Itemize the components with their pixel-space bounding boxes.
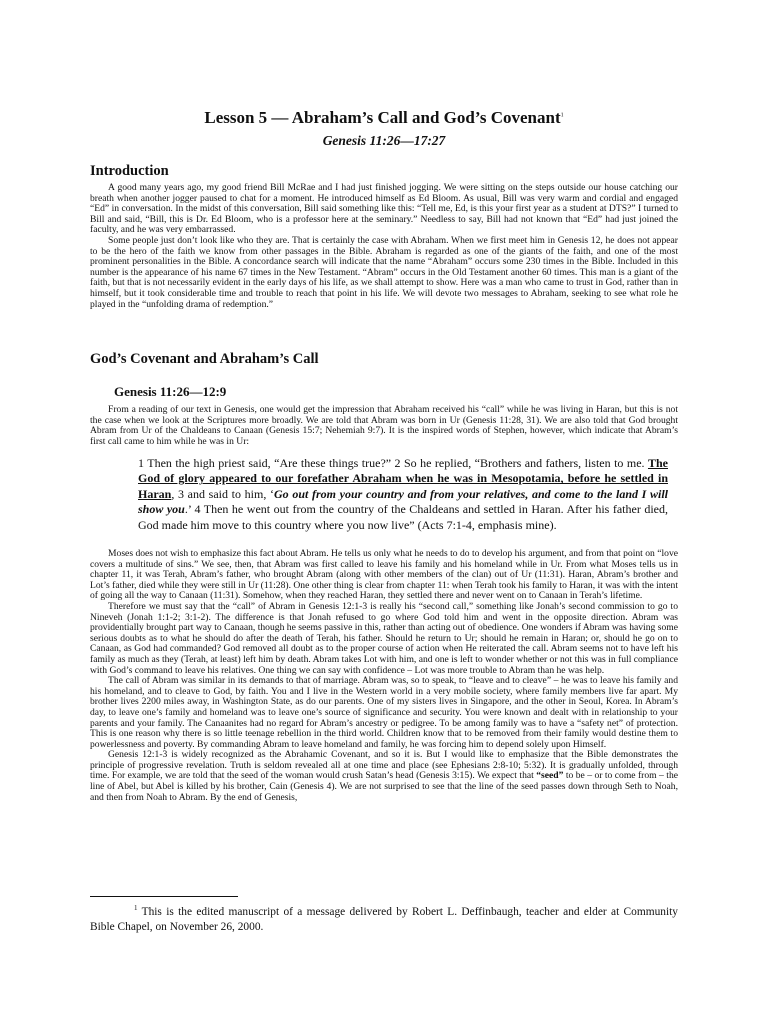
- footnote-paragraph: [90, 901, 678, 935]
- quote-text: 1 Then the high priest said, “Are these things true?” 2 So he replied, “Brothers and fathers, listen to me.: [138, 456, 648, 470]
- paragraph: A good many years ago, my good friend Bill McRae and I had just finished jogging. We were sitting on the steps outside our house catching our breath when another jogger paused to chat for a moment. He introduced himself as Ed Bloom. As usual, Bill was very warm and cordial and engaged “Ed” in conversation. In the midst of this conversation, Bill said something like this: “Tell me, Ed, is this your first year as a student at DTS?” I turned to Bill and said, “Bill, this is Dr. Ed Bloom, who is a professor here at the seminary.” Needless to say, Bill had not known that “Ed” had just joined the faculty, and he was very embarrassed.: [90, 182, 678, 236]
- title-text: Lesson 5 — Abraham’s Call and God’s Covenant: [204, 108, 561, 127]
- scripture-subheading: Genesis 11:26—12:9: [114, 384, 227, 399]
- paragraph: From a reading of our text in Genesis, one would get the impression that Abraham received his “call” while he was living in Haran, but this is not the case when we look at the Scriptures more broadly. We are told that Abram was born in Ur (Genesis 11:28, 31). We are also told that God brought Abram from Ur of the Chaldeans to Canaan (Genesis 15:7; Nehemiah 9:7). It is the inspired words of Stephen, however, which indicate that Abram’s first call came to him while he was in Ur:: [90, 404, 678, 447]
- title-footnote-marker: 1: [560, 112, 564, 119]
- quote-text: , 3 and said to him, ‘: [171, 486, 274, 501]
- quote-emphasis-italic: Go out from your country and from your relatives, and come to the land I will show you: [138, 486, 669, 517]
- paragraph: Moses does not wish to emphasize this fact about Abram. He tells us only what he needs to do to develop his argument, and from that point on “love covers a multitude of sins.” We see, then, that Abram was first called to leave his family and his homeland while in Ur. From what Moses tells us in chapter 11, it was Terah, Abram’s father, who brought Abram (along with other members of the clan) out of Ur (11:31). Haran, Abram’s brother and Lot’s father, died while they were still in Ur (11:28). One other thing is clear from chapter 11: when Terah took his family to Haran, it was with the intent of going all the way to Canaan (11:31). Somehow, when they reached Haran, they settled there and never went on to Canaan in Terah’s lifetime.: [90, 548, 679, 602]
- block-quote: [138, 456, 668, 533]
- footnote: [90, 901, 678, 935]
- paragraph-text: Genesis 12:1-3 is widely recognized as the Abrahamic Covenant, and so it is. But I would like to emphasize that the Bible demonstrates the principle of progressive revelation. Truth is seldom revealed all at one time and place (see Ephesians 2:8-10; 5:32). It is gradually unfolded, through time. For example, we are told that the seed of the woman would crush Satan’s head (Genesis 3:15). We expect that: [90, 749, 678, 782]
- paragraph: Some people just don’t look like who they are. That is certainly the case with Abraham. When we first meet him in Genesis 12, he does not appear to be the hero of the faith we know from other passages in the Bible. Abraham is regarded as one of the giants of the faith, and one of the most prominent personalities in the Bible. A concordance search will indicate that the name “Abraham” occurs some 230 times in the Bible. Included in this number is the appearance of his name 67 times in the New Testament. “Abram” occurs in the Old Testament another 60 times. This man is a giant of the faith, but that is not necessarily evident in the early days of his life, as we shall attempt to show. Here was a man who came to trust in God, rather than in himself, but it took considerable time and trouble to reach that point in his life. We will devote two messages to Abraham, seeking to see what role he played in the “unfolding drama of redemption.”: [90, 234, 678, 310]
- footnote-divider: [90, 896, 238, 897]
- page-title: [90, 108, 678, 128]
- paragraph: [90, 750, 678, 803]
- document-page: [90, 0, 678, 1024]
- footnote-marker: 1: [134, 904, 138, 912]
- covenant-heading: God’s Covenant and Abraham’s Call: [90, 351, 319, 367]
- paragraph: Therefore we must say that the “call” of Abram in Genesis 12:1-3 is really his “second call,” something like Jonah’s second commission to go to Nineveh (Jonah 1:1-2; 3:1-2). The difference is that Jonah refused to go where God told him and went in the opposite direction. Abram was providentially brought part way to Canaan, though he seems passive in this, rather than acting out of obedience. One wonders if Abram was having some serious doubts as to what he should do after the death of Terah, his father. Should he return to Ur; should he remain in Haran; or, should he go on to Canaan, as God had commanded? God removed all doubt as to the proper course of action when He reiterated the call. Abram seems not to have left his family as much as they (Terah, at least) left him by death. Abram takes Lot with him, and one is left to wonder whether or not this was in full compliance with God’s command to leave his relatives. One thing we can say with confidence – Lot was more trouble to Abram than he was help.: [90, 600, 678, 676]
- paragraph: The call of Abram was similar in its demands to that of marriage. Abram was, so to speak, to “leave and to cleave” – he was to leave his family and his homeland, and to cleave to God, by faith. You and I live in the Western world in a very mobile society, where family members live far apart. My brother lives 2200 miles away, in Washington State, as do our parents. One of my sisters lives in Singapore, and the other in Seoul, Korea. In Abram’s day, to leave one’s family and homeland was to leave one’s source of significance and security. You were known and dealt with in relationship to your parents and your family. The Canaanites had no regard for Abram’s ancestry or pedigree. To be among family was to have a “safety net” of protection. This is one reason why there is so little teenage rebellion in the third world. Children know that to be removed from their family would destine them to powerlessness and poverty. By commanding Abram to leave homeland and family, he was forcing him to depend solely upon Himself.: [90, 675, 678, 750]
- quote-emphasis: The God of glory appeared to our forefather Abraham when he was in Mesopotamia, before he settled in Haran: [138, 456, 668, 501]
- quote-text: .’ 4 Then he went out from the country of the Chaldeans and settled in Haran. After his father died, God made him move to this country where you now live” (Acts 7:1-4, emphasis mine).: [138, 502, 668, 532]
- page-subtitle: Genesis 11:26—17:27: [322, 133, 446, 148]
- covenant-lead: [90, 405, 678, 447]
- covenant-body: [90, 549, 678, 803]
- footnote-text: This is the edited manuscript of a message delivered by Robert L. Deffinbaugh, teacher and elder at Community Bible Chapel, on November 26, 2000.: [90, 905, 678, 933]
- introduction-body: [90, 183, 678, 310]
- seed-term: “seed”: [536, 770, 564, 782]
- introduction-heading: Introduction: [90, 163, 169, 179]
- paragraph-text: to be – or to come from – the line of Abel, but Abel is killed by his brother, Cain (Genesis 4). We are not surprised to see that the line of the seed passes down through Seth to Noah, and then from Noah to Abram. By the end of Genesis,: [90, 770, 678, 803]
